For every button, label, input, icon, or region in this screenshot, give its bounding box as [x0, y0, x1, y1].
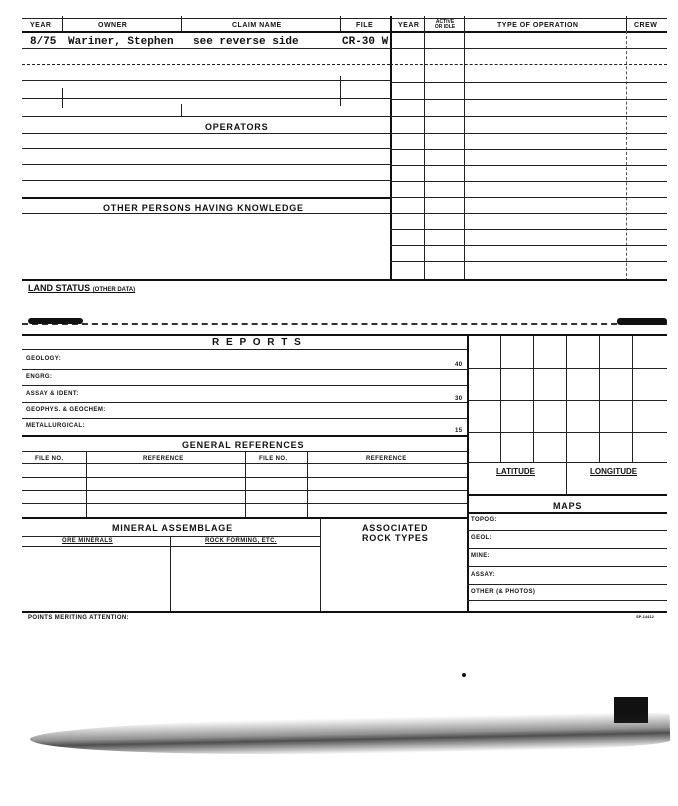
marker-right [617, 318, 667, 325]
header-crew: CREW [634, 22, 658, 29]
latitude-label: LATITUDE [496, 467, 535, 476]
smudge-band [30, 711, 671, 760]
report-metallurgical: METALLURGICAL: [26, 423, 85, 429]
maps-other: OTHER (& PHOTOS) [471, 589, 536, 595]
marker-left [28, 318, 83, 324]
report-geophys: GEOPHYS. & GEOCHEM: [26, 407, 106, 413]
other-persons-title: OTHER PERSONS HAVING KNOWLEDGE [103, 203, 304, 213]
mineral-assemblage-title: MINERAL ASSEMBLAGE [112, 523, 233, 533]
report-geology: GEOLOGY: [26, 356, 62, 362]
header-year-2: YEAR [398, 22, 420, 29]
report-assay-num: 30 [455, 396, 463, 402]
header-file: FILE [356, 22, 374, 29]
report-engrg: ENGRG: [26, 374, 53, 380]
longitude-label: LONGITUDE [590, 467, 638, 476]
report-assay: ASSAY & IDENT: [26, 391, 79, 397]
header-owner: OWNER [98, 22, 128, 29]
header-claim-name: CLAIM NAME [232, 22, 282, 29]
ore-minerals-label: ORE MINERALS [62, 538, 113, 544]
maps-assay: ASSAY: [471, 572, 496, 578]
ref-col-reference-1: REFERENCE [143, 456, 184, 462]
speck [462, 673, 466, 677]
header-or-idle: OR IDLE [434, 24, 456, 30]
rock-forming-label: ROCK FORMING, ETC. [205, 538, 277, 544]
report-metallurgical-num: 15 [455, 428, 463, 434]
maps-topog: TOPOG: [471, 517, 497, 523]
points-meriting-attention: POINTS MERITING ATTENTION: [28, 615, 130, 621]
report-geology-num: 40 [455, 362, 463, 368]
general-references-title: GENERAL REFERENCES [182, 440, 305, 450]
rock-types-label: ROCK TYPES [362, 533, 429, 543]
maps-geol: GEOL: [471, 535, 492, 541]
maps-title: MAPS [553, 501, 583, 511]
land-status-subtitle: (OTHER DATA) [92, 287, 136, 293]
associated-label: ASSOCIATED [362, 523, 429, 533]
header-active: ACTIVE [435, 19, 455, 25]
land-status-title: LAND STATUS [28, 283, 91, 293]
header-year: YEAR [30, 22, 52, 29]
maps-mine: MINE: [471, 553, 490, 559]
row1-year: 8/75 [30, 36, 57, 48]
ref-col-file-no-2: FILE NO. [259, 456, 288, 462]
row1-owner: Wariner, Stephen [68, 36, 174, 48]
ref-col-reference-2: REFERENCE [366, 456, 407, 462]
row1-claim-name: see reverse side [193, 36, 299, 48]
reports-title: R E P O R T S [212, 337, 303, 348]
operators-title: OPERATORS [205, 122, 269, 132]
form-number: SP-14412 [636, 614, 654, 619]
ref-col-file-no-1: FILE NO. [35, 456, 64, 462]
header-type-of-operation: TYPE OF OPERATION [497, 22, 579, 29]
row1-file: CR-30 W [342, 36, 389, 48]
